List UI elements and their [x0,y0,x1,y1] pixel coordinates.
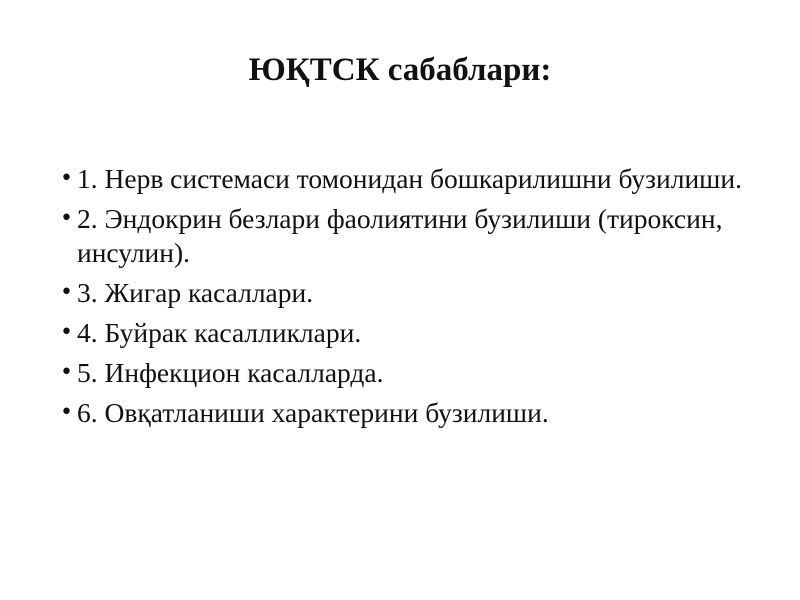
list-item-text: 3. Жигар касаллари. [77,277,314,308]
list-item [60,276,760,310]
bullet-dot-icon: • [60,280,73,305]
bullet-dot-icon: • [60,400,73,425]
list-item-text: 1. Нерв системаси томонидан бошкарилишни бузилиши. [77,163,742,194]
list-item-text: 4. Буйрак касалликлари. [77,317,362,348]
list-item-text: 2. Эндокрин безлари фаолиятини бузилиши (тироксин, инсулин). [77,203,723,268]
list-item-text: 5. Инфекцион касалларда. [77,357,384,388]
bullet-dot-icon: • [60,320,73,345]
bullet-dot-icon: • [60,166,73,191]
list-item [60,202,760,270]
bullet-list [60,162,760,436]
list-item [60,316,760,350]
list-item [60,396,760,430]
slide-title: ЮҚТСК сабаблари: [248,52,552,88]
bullet-dot-icon: • [60,206,73,231]
list-item [60,356,760,390]
list-item [60,162,760,196]
list-item-text: 6. Овқатланиши характерини бузилиши. [77,397,549,428]
bullet-dot-icon: • [60,360,73,385]
